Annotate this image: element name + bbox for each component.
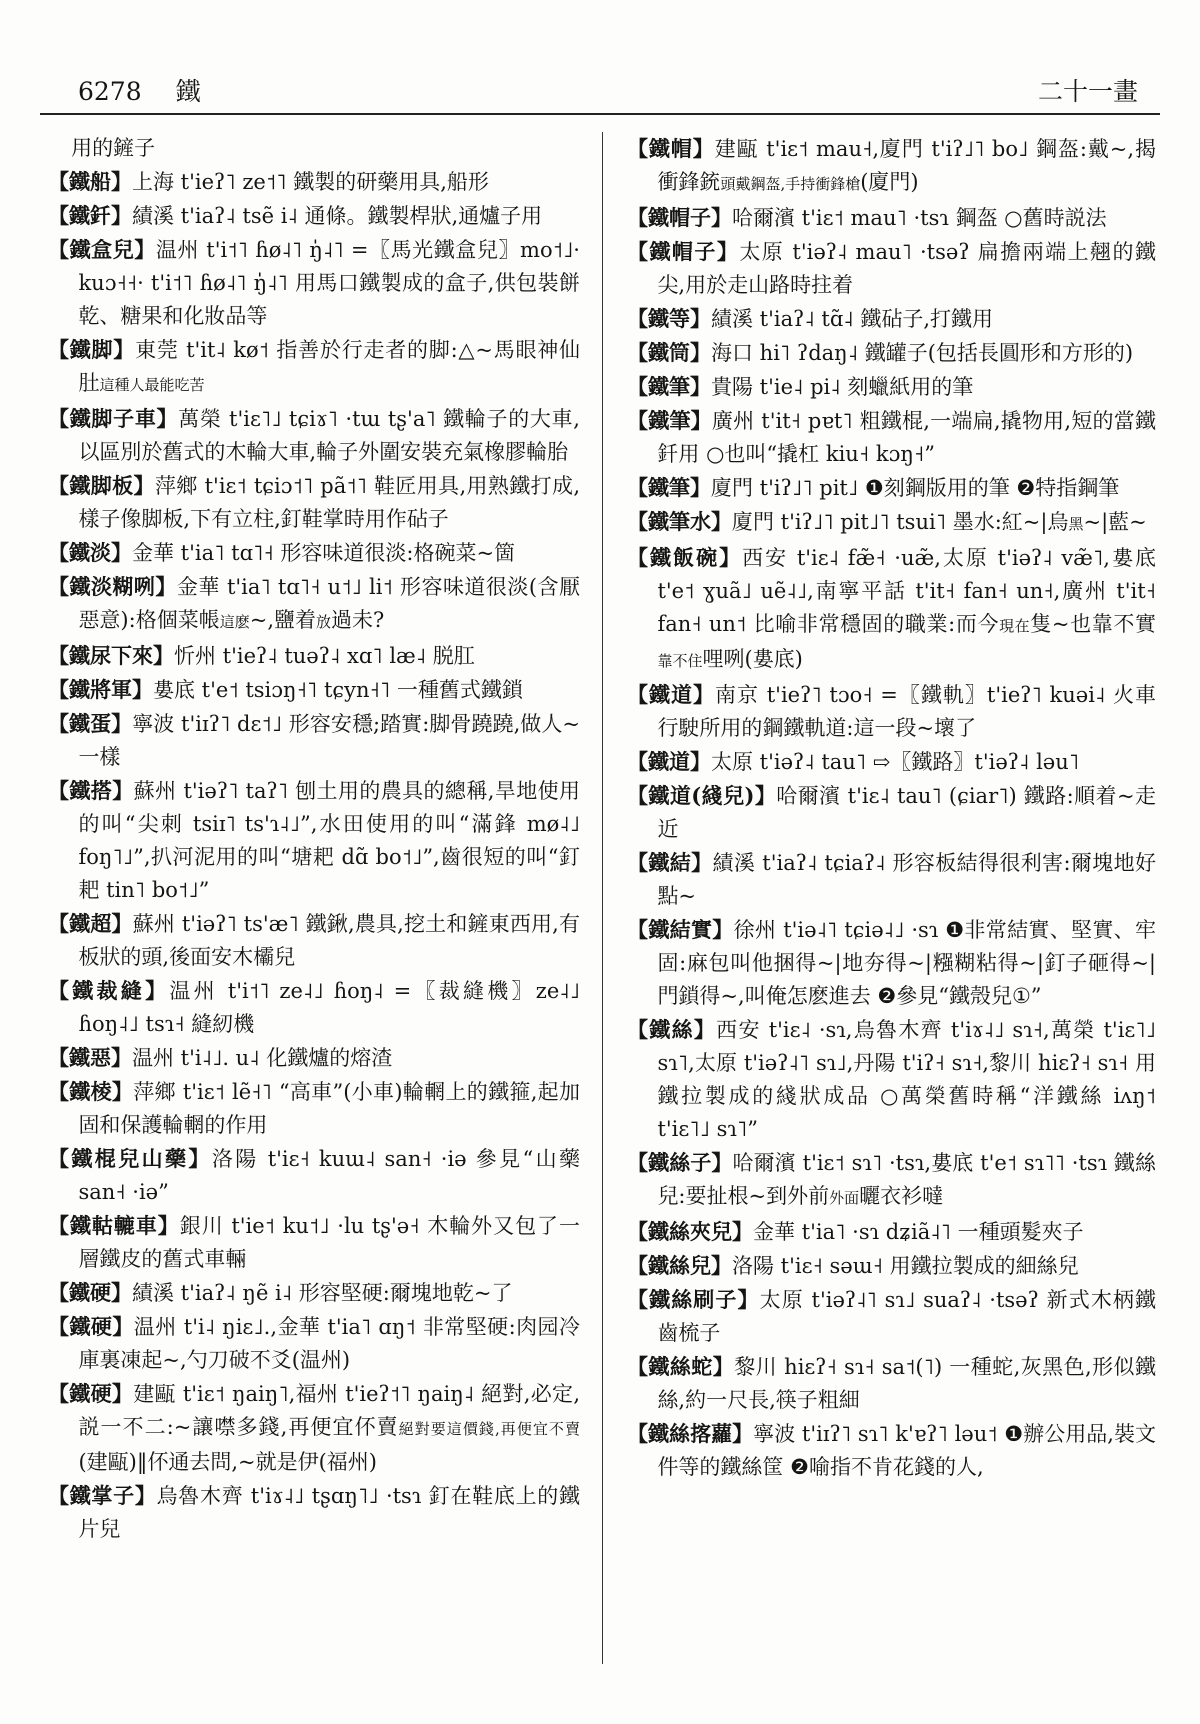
entry-text: 婁底 t'e˦ tsiɔŋ˧˥ tɕyn˧˥ 一種舊式鐵鎖 (153, 678, 523, 702)
entry-headword: 【鐵絲子】 (627, 1150, 733, 1175)
entry-headword: 【鐵搭】 (48, 778, 134, 803)
entry-text: 哈爾濱 t'iɛ˦ sɿ˥ ·tsɿ,婁底 t'e˦ sɿ˥˥ ·tsɿ 鐵絲兒:要扯根~到外前 (657, 1151, 1156, 1208)
dictionary-entry (627, 1350, 1156, 1417)
entry-text: 東莞 t'it˨ kø˦ 指善於行走者的脚:△~馬眼神仙肚 (78, 338, 581, 395)
entry-text: 徐州 t'iə˨˥ tɕiə˨˩ ·sɿ ❶非常結實、堅實、牢固:麻包叫他捆得~|地夯得~|糨糊粘得~|釘子砸得~|門鎖得~,叫俺怎麽進去 ❷參見“鐵殼兒①” (657, 918, 1156, 1008)
entry-headword: 【鐵筒】 (627, 340, 711, 365)
dictionary-entry (627, 336, 1156, 370)
entry-headword: 【鐵盒兒】 (48, 237, 156, 262)
header-left (78, 72, 227, 108)
entry-text: 績溪 t'iaʔ˨ tsẽ i˨ 通條。鐵製桿狀,通爐子用 (132, 204, 543, 228)
inline-gloss: 現在 (999, 617, 1031, 635)
dictionary-entry (48, 907, 580, 974)
dictionary-entry (48, 469, 580, 536)
entry-headword: 【鐵結實】 (627, 917, 734, 942)
entry-headword: 【鐵船】 (48, 169, 132, 194)
inline-gloss: 黑 (1068, 515, 1084, 533)
dictionary-entry (627, 1249, 1156, 1283)
dictionary-entry (48, 673, 580, 707)
dictionary-entry (627, 235, 1156, 302)
entry-text: 金華 t'ia˥ tɑ˥˧ 形容味道很淡:格碗菜~箇 (132, 541, 516, 565)
dictionary-entry (627, 302, 1156, 336)
entry-headword: 【鐵裁縫】 (48, 978, 170, 1003)
entry-headword: 【鐵棱】 (48, 1079, 134, 1104)
dictionary-entry (48, 165, 580, 199)
entry-text: 金華 t'ia˥ ·sɿ dʑiã˨˥ 一種頭髮夾子 (753, 1220, 1084, 1244)
entry-headword: 【鐵絲夾兒】 (627, 1219, 753, 1244)
entry-headword: 【鐵道(綫兒)】 (627, 783, 777, 808)
entry-headword: 【鐵淡糊咧】 (48, 574, 177, 599)
inline-gloss: 這種人最能吃苦 (99, 376, 205, 394)
entry-headword: 【鐵筆】 (627, 475, 711, 500)
inline-gloss: 這麽 (219, 613, 250, 631)
entry-headword: 【鐵等】 (627, 306, 711, 331)
entry-continuation (48, 132, 580, 165)
entry-headword: 【鐵帽子】 (627, 205, 732, 230)
dictionary-entry (48, 1209, 580, 1276)
entry-headword: 【鐵脚】 (48, 337, 136, 362)
inline-gloss: 頭戴鋼盔,手持衝鋒槍 (720, 175, 861, 193)
entry-text: 建甌 t'iɛ˦ mau˧,廈門 t'iʔ˩˥ bo˩ 鋼盔:戴~,揭衝鋒銃 (657, 137, 1157, 194)
entry-text: 績溪 t'iaʔ˨ tɑ̃˨ 鐵砧子,打鐵用 (711, 307, 994, 331)
entry-headword: 【鐵道】 (627, 682, 716, 707)
stroke-count-label: 二十一畫 (1037, 77, 1138, 106)
dictionary-entry (627, 370, 1156, 404)
dictionary-entry (48, 707, 580, 774)
entry-text: 黎川 hiɛʔ˧ sɿ˧ sa˦(˥) 一種蛇,灰黑色,形似鐵絲,約一尺長,筷子粗細 (657, 1355, 1156, 1412)
entry-headword: 【鐵棍兒山藥】 (48, 1146, 212, 1171)
entry-text: 哈爾濱 t'iɛ˨ tau˥ (ɕiar˥) 鐵路:順着~走近 (657, 784, 1157, 841)
entry-headword: 【鐵絲兒】 (627, 1253, 732, 1278)
entry-headword: 【鐵掌子】 (48, 1483, 157, 1508)
entry-headword: 【鐵釺】 (48, 203, 132, 228)
entry-text: (廈門) (860, 170, 919, 194)
header-rule (40, 113, 1160, 115)
dictionary-entry (48, 1075, 580, 1142)
page-header (78, 72, 1138, 108)
dictionary-entry (627, 1283, 1156, 1350)
dictionary-entry (48, 333, 580, 402)
entry-text: 西安 t'iɛ˨ fæ̃˧ ·uæ̃,太原 t'iəʔ˨ væ̃˥,婁底 t'e˦ ɣuã˩ uẽ˨˩,南寧平話 t'it˧ fan˧ un˧,廣州 t'it˧ fan˧ un˦ 比喻非常穩固的職業:而今 (657, 546, 1156, 636)
entry-headword: 【鐵硬】 (48, 1381, 134, 1406)
dictionary-entry (627, 779, 1156, 846)
inline-gloss: 絕對要這價錢,再便宜不賣 (398, 1420, 580, 1438)
entry-headword: 【鐵絲】 (627, 1017, 717, 1042)
entry-text: 銀川 t'ie˦ ku˦˩ ·lu tʂ'ə˧ 木輪外又包了一層鐵皮的舊式車輛 (78, 1214, 580, 1271)
entry-headword: 【鐵軲轆車】 (48, 1213, 180, 1238)
entry-text: 洛陽 t'iɛ˧ səɯ˧ 用鐵拉製成的細絲兒 (732, 1254, 1079, 1278)
entry-text: 温州 t'i˦˥ ɦø˨˥ ŋ̍˨˥ =〖馬光鐵盒兒〗mo˦˩· kuɔ˧˧· t'i˦˥ ɦø˨˥ ŋ̍˨˥ 用馬口鐵製成的盒子,供包裝餅乾、糖果和化妝品等 (78, 238, 580, 328)
dictionary-entry (48, 1041, 580, 1075)
entry-text: 哈爾濱 t'iɛ˦ mau˥ ·tsɿ 鋼盔 ○舊時説法 (732, 206, 1107, 230)
dictionary-entry (627, 1215, 1156, 1249)
entry-text: 績溪 t'iaʔ˨ tɕiaʔ˨ 形容板結得很利害:爾塊地好點~ (657, 851, 1156, 908)
entry-text: 蘇州 t'iəʔ˥ taʔ˥ 刨土用的農具的總稱,旱地使用的叫“尖刺 tsiɪ˥ ts'ɿ˨˩”,水田使用的叫“滿鋒 mø˨˩ foŋ˥˩”,扒河泥用的叫“塘耙 dɑ̃ bo˦˩”,齒很短的叫“釘耙 tin˥ bo˦˩” (78, 779, 580, 902)
entry-headword: 【鐵惡】 (48, 1045, 132, 1070)
entry-text: 太原 t'iəʔ˨ mau˥ ·tsəʔ 扁擔兩端上翹的鐵尖,用於走山路時拄着 (657, 240, 1156, 297)
entry-headword: 【鐵硬】 (48, 1280, 132, 1305)
dictionary-entry (627, 846, 1156, 913)
entry-text: 寧波 t'iɪʔ˥ dɛ˦˩ 形容安穩;踏實:脚骨蹺蹺,做人~一樣 (78, 712, 581, 769)
entry-headword: 【鐵筆】 (627, 408, 712, 433)
section-headword: 鐵 (175, 77, 201, 106)
dictionary-entry (48, 199, 580, 233)
dictionary-entry (48, 1377, 580, 1479)
entry-headword: 【鐵硬】 (48, 1314, 134, 1339)
entry-text: 廣州 t'it˧ pɐt˥ 粗鐵棍,一端扁,撬物用,短的當鐵釺用 ○也叫“撬杠 kiu˧ kɔŋ˧” (657, 409, 1156, 466)
entry-text: ~|藍~ (1083, 510, 1147, 534)
entry-text: ~,鹽着 (249, 608, 317, 632)
entry-headword: 【鐵飯碗】 (627, 545, 743, 570)
entry-headword: 【鐵將軍】 (48, 677, 153, 702)
entry-text: 温州 t'i˨˩. u˨ 化鐵爐的熔渣 (132, 1046, 393, 1070)
dictionary-entry (48, 639, 580, 673)
entry-headword: 【鐵筆】 (627, 374, 711, 399)
entry-text: 上海 t'ieʔ˥ ze˦˥ 鐵製的研藥用具,船形 (132, 170, 489, 194)
dictionary-entry (48, 402, 580, 469)
entry-text: 隻~也靠不實 (1030, 612, 1156, 636)
entry-text: 太原 t'iəʔ˨˥ sɿ˩ suaʔ˨ ·tsəʔ 新式木柄鐵齒梳子 (657, 1288, 1157, 1345)
dictionary-entry (48, 1142, 580, 1209)
dictionary-entry (627, 404, 1156, 471)
dictionary-entry (48, 1310, 580, 1377)
entry-text: 廈門 t'iʔ˩˥ pit˩ ❶刻鋼版用的筆 ❷特指鋼筆 (711, 476, 1120, 500)
entry-headword: 【鐵絲揢蘿】 (627, 1421, 754, 1446)
entry-text: 海口 hi˥ ʔdaŋ˨ 鐵罐子(包括長圓形和方形的) (711, 341, 1134, 365)
entry-headword: 【鐵帽子】 (627, 239, 740, 264)
dictionary-entry (48, 1276, 580, 1310)
text-columns (48, 132, 1156, 1664)
inline-gloss: 靠不住 (657, 652, 703, 670)
dictionary-entry (627, 1013, 1156, 1146)
column-right (602, 132, 1156, 1664)
entry-text: 萬榮 t'iɛ˥˩ tɕiɤ˥ ·tɯ tʂ'a˥ 鐵輪子的大車,以區別於舊式的木輪大車,輪子外圍安裝充氣橡膠輪胎 (78, 407, 580, 464)
entry-text: 金華 t'ia˥ tɑ˥˧ u˦˩ li˦ 形容味道很淡(含厭惡意):格個菜帳 (78, 575, 580, 632)
page-number: 6278 (78, 77, 142, 106)
entry-text: 忻州 t'ieʔ˨ tuəʔ˨ xɑ˥ læ˨ 脱肛 (174, 644, 475, 668)
entry-headword: 【鐵道】 (627, 749, 711, 774)
dictionary-entry (627, 201, 1156, 235)
dictionary-entry (48, 1479, 580, 1546)
entry-text: 洛陽 t'iɛ˧ kuɯ˨ san˧ ·iə 參見“山藥 san˧ ·iə” (78, 1147, 581, 1204)
dictionary-entry (627, 541, 1156, 678)
dictionary-entry (48, 570, 580, 639)
entry-headword: 【鐵尿下來】 (48, 643, 174, 668)
entry-headword: 【鐵帽】 (627, 136, 715, 161)
entry-text: 績溪 t'iaʔ˨ ŋẽ i˨ 形容堅硬:爾塊地乾~了 (132, 1281, 513, 1305)
inline-gloss: 放 (316, 613, 332, 631)
dictionary-entry (627, 1146, 1156, 1215)
entry-text: 南京 t'ieʔ˥ tɔo˧ =〖鐵軌〗t'ieʔ˥ kuəi˨ 火車行駛所用的鋼鐵軌道:這一段~壞了 (657, 683, 1156, 740)
entry-headword: 【鐵絲蛇】 (627, 1354, 735, 1379)
dictionary-entry (627, 745, 1156, 779)
dictionary-entry (48, 536, 580, 570)
entry-headword: 【鐵結】 (627, 850, 713, 875)
dictionary-entry (627, 132, 1156, 201)
entry-text: 曬衣衫噠 (859, 1184, 944, 1208)
dictionary-entry (627, 1417, 1156, 1484)
entry-text: 哩咧(婁底) (702, 647, 803, 671)
column-left (48, 132, 602, 1664)
entry-text: 寧波 t'iɪʔ˥ sɿ˥ k'ɐʔ˥ ləu˦ ❶辦公用品,裝文件等的鐵絲筐 ❷喻指不肯花錢的人, (657, 1422, 1156, 1479)
entry-text: 建甌 t'iɛ˦ ŋaiŋ˥,福州 t'ieʔ˦˥ ŋaiŋ˨ 絕對,必定,説一不二:~讓噤多錢,再便宜伓賣 (78, 1382, 581, 1439)
entry-text: 用的鏟子 (71, 136, 156, 160)
dictionary-entry (627, 913, 1156, 1013)
entry-text: 西安 t'iɛ˨ ·sɿ,烏魯木齊 t'iɤ˨˩ sɿ˧,萬榮 t'iɛ˥˩ sɿ˥,太原 t'iəʔ˨˥ sɿ˩,丹陽 t'iʔ˧ sɿ˧,黎川 hiɛʔ˧ sɿ˧ 用鐵拉製成的綫狀成品 ○萬榮舊時稱“洋鐵絲 iʌŋ˦ t'iɛ˥˩ sɿ˥” (657, 1018, 1157, 1141)
dictionary-entry (48, 774, 580, 907)
entry-headword: 【鐵絲刷子】 (627, 1287, 760, 1312)
entry-text: 温州 t'i˨ ŋiɛ˩.,金華 t'ia˥ ɑŋ˦ 非常堅硬:肉园冷庫裏凍起~,勺刀破不爻(温州) (78, 1315, 580, 1372)
entry-headword: 【鐵超】 (48, 911, 133, 936)
dictionary-entry (627, 471, 1156, 505)
entry-text: 温州 t'i˦˥ ze˨˩ ɦoŋ˨ =〖裁縫機〗ze˨˩ ɦoŋ˨˩ tsɿ˧ 縫紉機 (78, 979, 580, 1036)
entry-text: (建甌)‖伓通去問,~就是伊(福州) (78, 1450, 377, 1474)
entry-headword: 【鐵蛋】 (48, 711, 133, 736)
entry-text: 萍鄉 t'iɛ˦ tɕiɔ˦˥ pã˦˥ 鞋匠用具,用熟鐵打成,樣子像脚板,下有立柱,釘鞋掌時用作砧子 (78, 474, 581, 531)
entry-text: 太原 t'iəʔ˨ tau˥ ⇨〖鐵路〗t'iəʔ˨ ləu˥ (711, 750, 1080, 774)
entry-headword: 【鐵筆水】 (627, 509, 732, 534)
dictionary-entry (627, 678, 1156, 745)
entry-headword: 【鐵脚子車】 (48, 406, 179, 431)
dictionary-entry (48, 233, 580, 333)
dictionary-entry (627, 505, 1156, 541)
entry-headword: 【鐵淡】 (48, 540, 132, 565)
entry-headword: 【鐵脚板】 (48, 473, 155, 498)
entry-text: 蘇州 t'iəʔ˥ ts'æ˥ 鐵鍬,農具,挖土和鏟東西用,有板狀的頭,後面安木欛兒 (78, 912, 581, 969)
inline-gloss: 外面 (829, 1189, 860, 1207)
dictionary-entry (48, 974, 580, 1041)
entry-text: 萍鄉 t'iɛ˦ lẽ˧˥ “高車”(小車)輪輞上的鐵箍,起加固和保護輪輞的作用 (78, 1080, 580, 1137)
entry-text: 廈門 t'iʔ˩˥ pit˩˥ tsui˥ 墨水:紅~|烏 (732, 510, 1069, 534)
entry-text: 過未? (331, 608, 385, 632)
entry-text: 貴陽 t'ie˨ pi˨ 刻蠟紙用的筆 (711, 375, 974, 399)
entry-text: 烏魯木齊 t'iɤ˨˩ tʂɑŋ˥˩ ·tsɿ 釘在鞋底上的鐵片兒 (78, 1484, 580, 1541)
